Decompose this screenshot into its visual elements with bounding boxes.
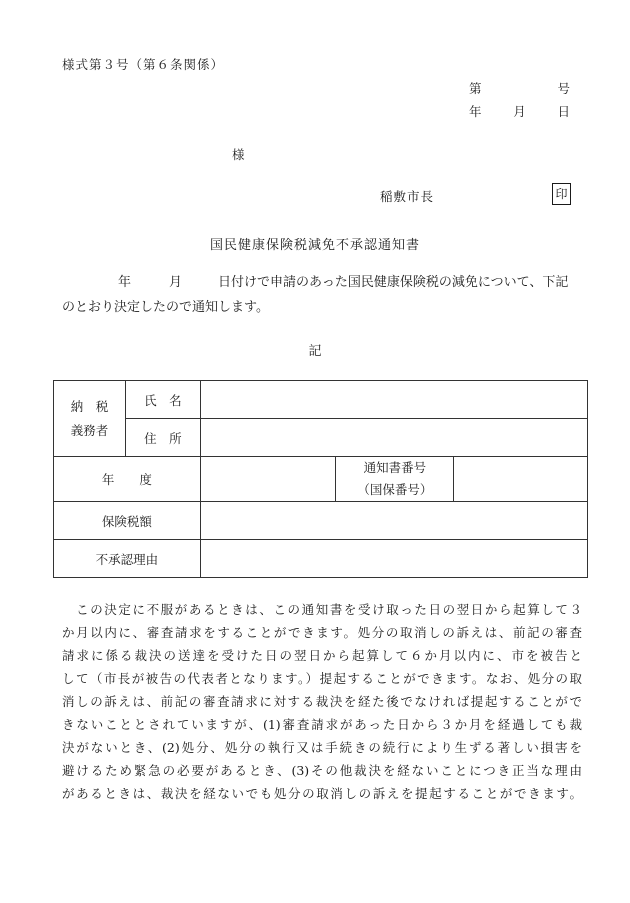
notice-number-label-line-1: 通知書番号 xyxy=(363,460,427,475)
appeal-line: 避けるため緊急の必要があるとき、(3)その他裁決を経ないことにつき正当な理由 xyxy=(62,763,582,778)
notice-number-field[interactable] xyxy=(454,457,588,502)
intro-line-2: のとおり決定したので通知します。 xyxy=(62,300,269,315)
name-label: 氏 名 xyxy=(125,381,200,419)
address-label: 住 所 xyxy=(125,419,200,457)
date-month-label: 月 xyxy=(513,104,526,119)
document-number-dai: 第 xyxy=(469,81,482,96)
fiscal-year-label: 年 度 xyxy=(54,457,201,502)
notice-number-label xyxy=(336,457,454,502)
tax-amount-label: 保険税額 xyxy=(54,502,201,540)
fiscal-year-field[interactable] xyxy=(200,457,336,502)
intro-paragraph xyxy=(62,270,580,320)
intro-year-label: 年 xyxy=(118,275,132,290)
date-year-label: 年 xyxy=(469,104,482,119)
intro-line-1-text: 日付けで申請のあった国民健康保険税の減免について、下記 xyxy=(218,275,569,290)
appeal-line: きないこととされていますが、(1)審査請求があった日から３か月を経過しても裁 xyxy=(62,717,582,732)
seal-stamp: 印 xyxy=(552,183,571,205)
reason-field[interactable] xyxy=(200,540,587,578)
page-title: 国民健康保険税減免不承認通知書 xyxy=(209,238,420,253)
ki-heading: 記 xyxy=(308,344,322,359)
appeal-line: この決定に不服があるときは、この通知書を受け取った日の翌日から起算して３ xyxy=(62,602,582,617)
appeal-line: があるときは、裁決を経ないでも処分の取消しの訴えを提起することができます。 xyxy=(62,786,582,801)
tax-amount-field[interactable] xyxy=(200,502,587,540)
taxpayer-label-line-1: 納 税 xyxy=(70,398,109,414)
details-table xyxy=(53,380,588,578)
taxpayer-label-cell xyxy=(54,381,126,457)
appeal-line: して（市長が被告の代表者となります。）提起することができます。なお、処分の取 xyxy=(62,671,582,686)
issuer-name: 稲敷市長 xyxy=(380,189,435,204)
appeal-line: 請求に係る裁決の送達を受けた日の翌日から起算して６か月以内に、市を被告と xyxy=(62,648,582,663)
taxpayer-label-line-2: 義務者 xyxy=(70,422,109,438)
appeal-notice-paragraph xyxy=(62,598,582,805)
table-row xyxy=(54,540,588,578)
recipient-honorific: 様 xyxy=(232,147,245,162)
appeal-line: 消しの訴えは、前記の審査請求に対する裁決を経た後でなければ提起することがで xyxy=(62,694,582,709)
intro-month-label: 月 xyxy=(169,275,183,290)
document-number-go: 号 xyxy=(557,81,570,96)
table-row xyxy=(54,381,588,419)
intro-line-1 xyxy=(62,270,580,295)
name-field[interactable] xyxy=(200,381,587,419)
notice-number-label-line-2: （国保番号） xyxy=(357,482,433,497)
appeal-line: か月以内に、審査請求をすることができます。処分の取消しの訴えは、前記の審査 xyxy=(62,625,582,640)
table-row xyxy=(54,457,588,502)
table-row xyxy=(54,419,588,457)
form-number: 様式第３号（第６条関係） xyxy=(62,57,225,72)
reason-label: 不承認理由 xyxy=(54,540,201,578)
document-date xyxy=(469,102,570,120)
document-number xyxy=(469,79,570,97)
table-row xyxy=(54,502,588,540)
date-day-label: 日 xyxy=(557,104,570,119)
appeal-line: 決がないとき、(2)処分、処分の執行又は手続きの続行により生ずる著しい損害を xyxy=(62,740,582,755)
address-field[interactable] xyxy=(200,419,587,457)
